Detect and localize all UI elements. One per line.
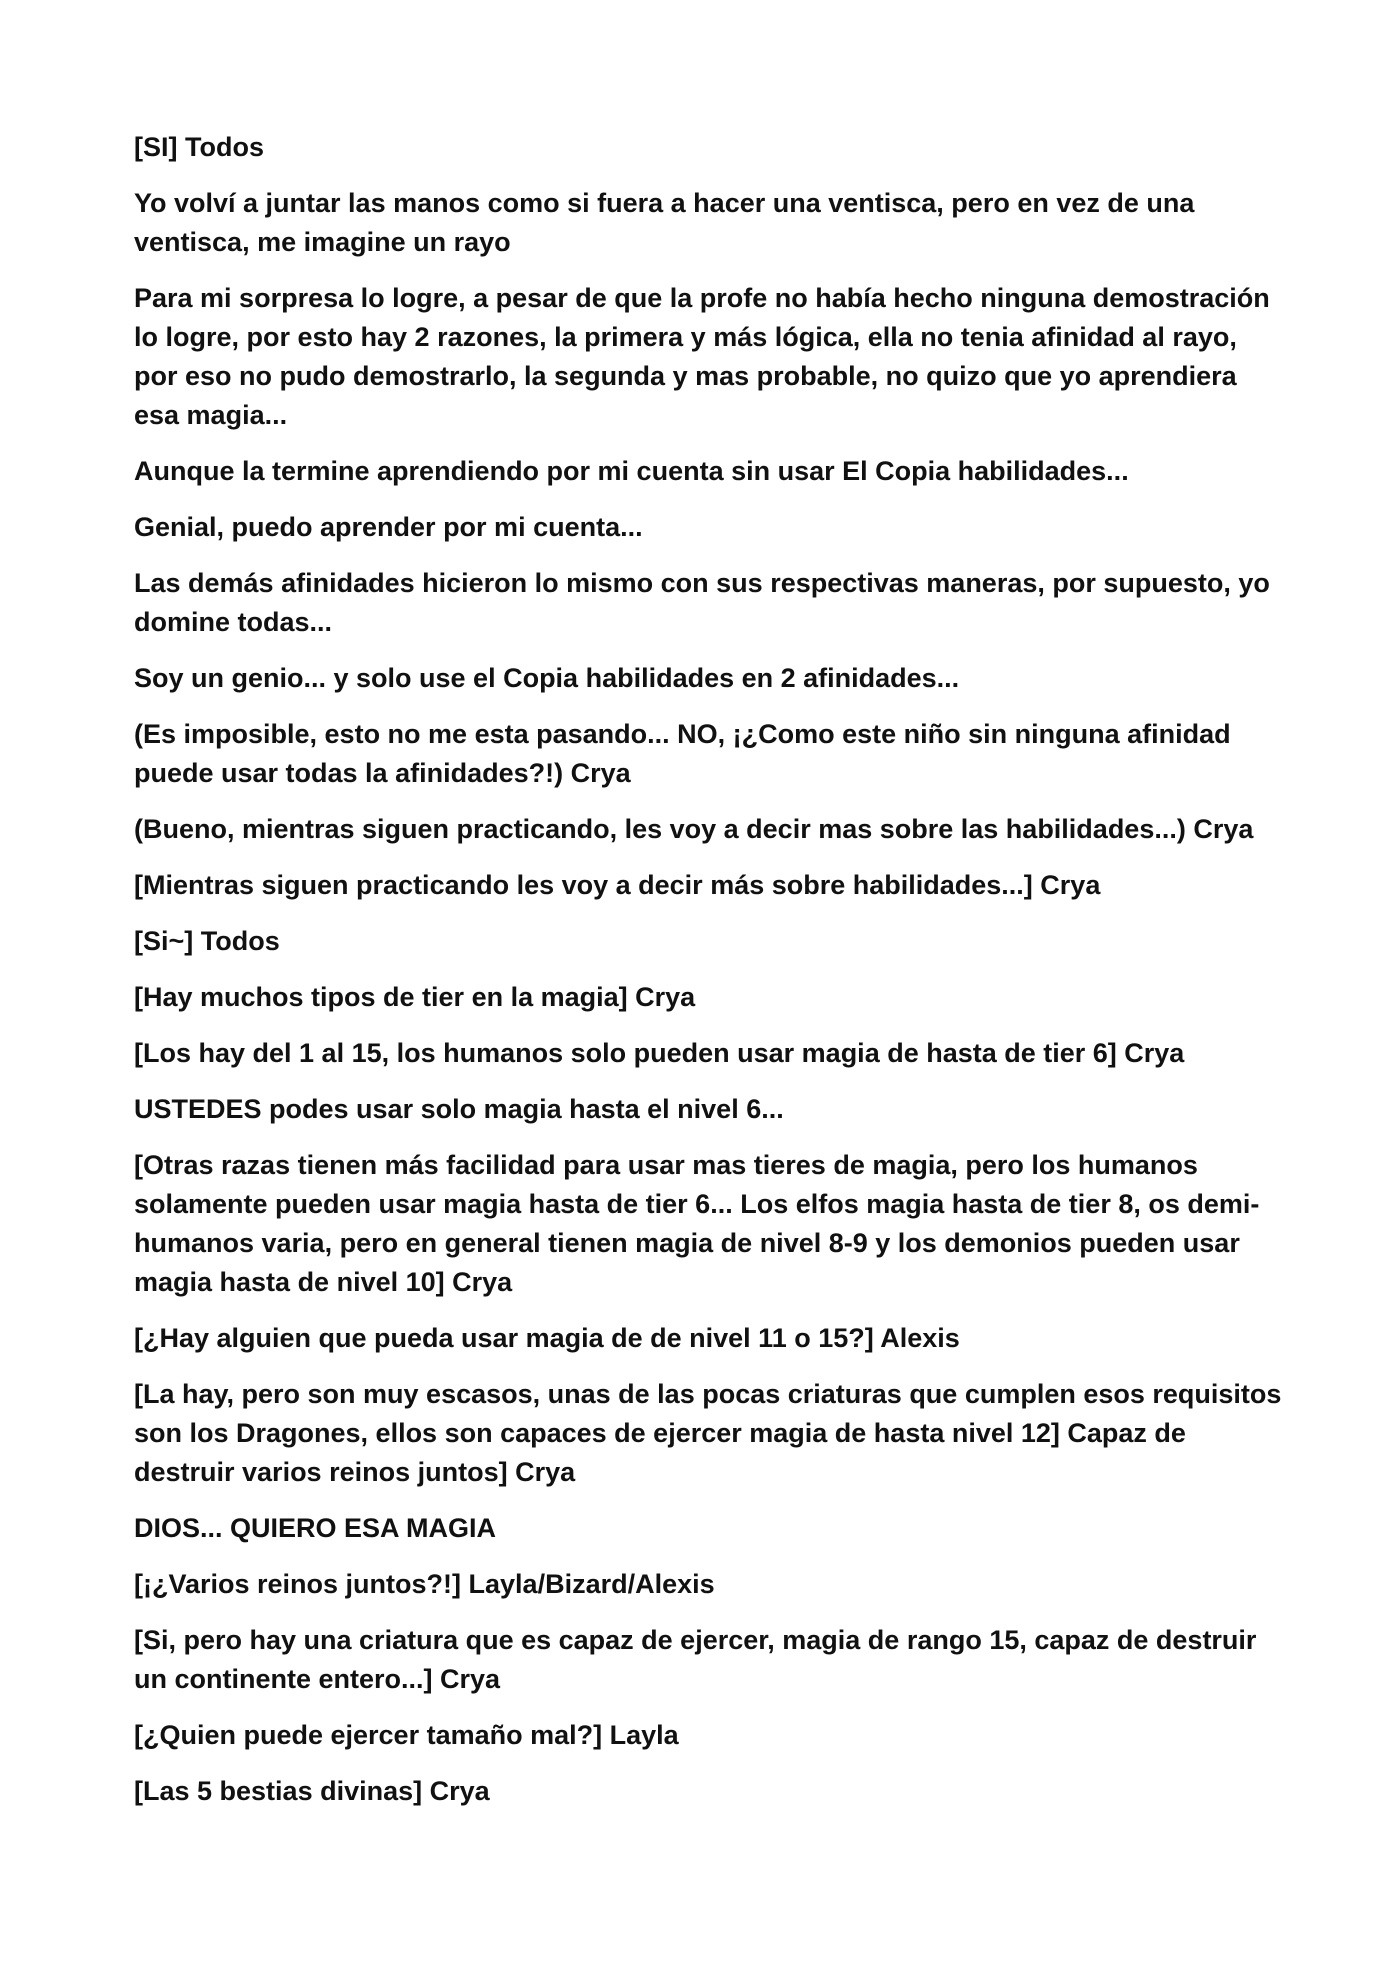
paragraph: [Otras razas tienen más facilidad para usar mas tieres de magia, pero los humanos solamente pueden usar magia hasta de tier 6... Los elfos magia hasta de tier 8, os demi-humanos varia, pero en general tienen magia de nivel 8-9 y los demonios pueden usar magia hasta de nivel 10] Crya bbox=[134, 1150, 1260, 1297]
paragraph: [Si, pero hay una criatura que es capaz de ejercer, magia de rango 15, capaz de destruir un continente entero...] Crya bbox=[134, 1625, 1257, 1694]
paragraph: (Es imposible, esto no me esta pasando... NO, ¡¿Como este niño sin ninguna afinidad puede usar todas la afinidades?!) Crya bbox=[134, 719, 1231, 788]
paragraph: Soy un genio... y solo use el Copia habilidades en 2 afinidades... bbox=[134, 663, 960, 693]
paragraph: [Mientras siguen practicando les voy a decir más sobre habilidades...] Crya bbox=[134, 870, 1101, 900]
paragraph: [Las 5 bestias divinas] Crya bbox=[134, 1776, 490, 1806]
paragraph: [SI] Todos bbox=[134, 132, 264, 162]
paragraph: Aunque la termine aprendiendo por mi cuenta sin usar El Copia habilidades... bbox=[134, 456, 1129, 486]
paragraph: Genial, puedo aprender por mi cuenta... bbox=[134, 512, 643, 542]
paragraph: Para mi sorpresa lo logre, a pesar de que la profe no había hecho ninguna demostración lo logre, por esto hay 2 razones, la primera y más lógica, ella no tenia afinidad al rayo, por eso no pudo demostrarlo, la segunda y mas probable, no quizo que yo aprendiera esa magia... bbox=[134, 283, 1270, 430]
paragraph: [La hay, pero son muy escasos, unas de las pocas criaturas que cumplen esos requisitos son los Dragones, ellos son capaces de ejercer magia de hasta nivel 12] Capaz de destruir varios reinos juntos] Crya bbox=[134, 1379, 1282, 1487]
document-body bbox=[134, 128, 1284, 1828]
paragraph: Yo volví a juntar las manos como si fuera a hacer una ventisca, pero en vez de una ventisca, me imagine un rayo bbox=[134, 188, 1195, 257]
paragraph: [¡¿Varios reinos juntos?!] Layla/Bizard/Alexis bbox=[134, 1569, 715, 1599]
paragraph: [Los hay del 1 al 15, los humanos solo pueden usar magia de hasta de tier 6] Crya bbox=[134, 1038, 1185, 1068]
paragraph: [Hay muchos tipos de tier en la magia] Crya bbox=[134, 982, 696, 1012]
paragraph: Las demás afinidades hicieron lo mismo con sus respectivas maneras, por supuesto, yo domine todas... bbox=[134, 568, 1270, 637]
paragraph: (Bueno, mientras siguen practicando, les voy a decir mas sobre las habilidades...) Crya bbox=[134, 814, 1254, 844]
paragraph: [¿Quien puede ejercer tamaño mal?] Layla bbox=[134, 1720, 679, 1750]
paragraph: [Si~] Todos bbox=[134, 926, 280, 956]
paragraph: [¿Hay alguien que pueda usar magia de de nivel 11 o 15?] Alexis bbox=[134, 1323, 960, 1353]
paragraph: DIOS... QUIERO ESA MAGIA bbox=[134, 1513, 497, 1543]
paragraph: USTEDES podes usar solo magia hasta el nivel 6... bbox=[134, 1094, 784, 1124]
